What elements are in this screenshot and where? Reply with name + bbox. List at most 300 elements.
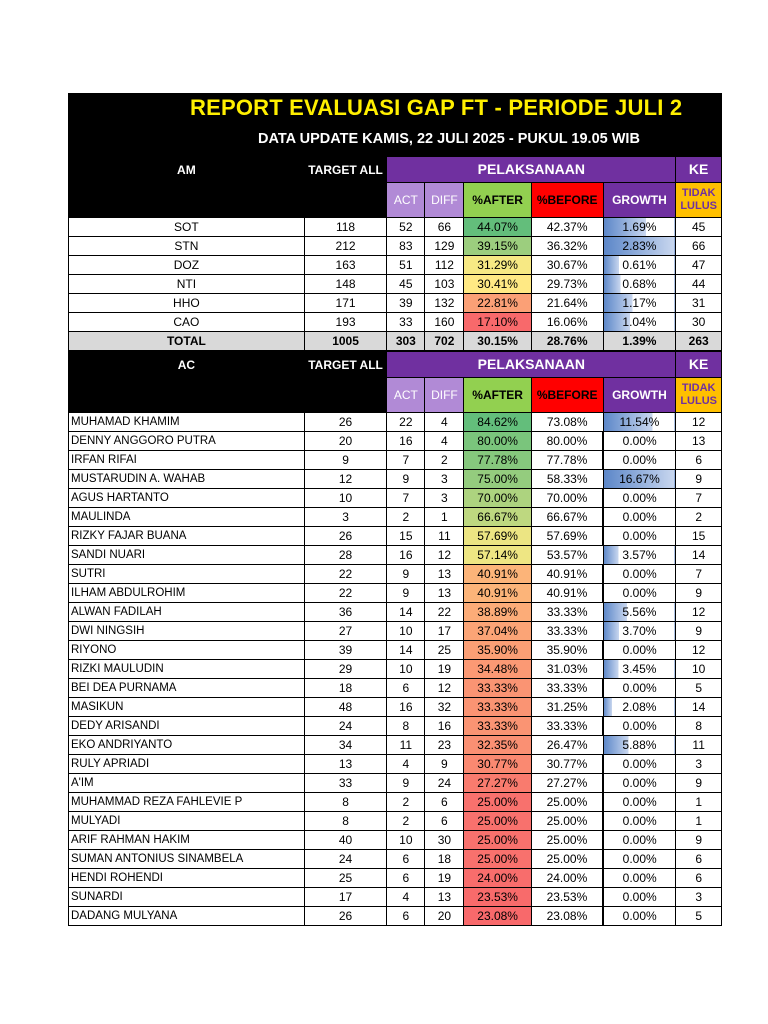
ac-target-cell: 24 [304,850,387,869]
ac-act-cell: 6 [387,679,425,698]
ac-tidak-cell: 14 [676,546,722,565]
ac-target-cell: 22 [304,565,387,584]
am-after-header: %AFTER [464,183,531,218]
ac-growth-cell: 11.54% [603,413,676,432]
ac-target-cell: 3 [304,508,387,527]
am-total-row [69,332,722,351]
ac-target-header: TARGET ALL [304,352,387,413]
ac-diff-cell: 4 [425,413,464,432]
ac-act-cell: 4 [387,755,425,774]
ac-row [69,413,722,432]
ac-target-cell: 10 [304,489,387,508]
report-subtitle: DATA UPDATE KAMIS, 22 JULI 2025 - PUKUL 19.05 WIB [258,131,640,147]
ac-before-cell: 58.33% [531,470,603,489]
ac-act-cell: 10 [387,831,425,850]
ac-target-cell: 8 [304,793,387,812]
ac-diff-cell: 24 [425,774,464,793]
ac-name-cell: RIYONO [69,641,305,660]
am-name-cell: CAO [69,313,305,332]
ac-row [69,717,722,736]
ac-tidak-cell: 7 [676,489,722,508]
ac-tidak-cell: 1 [676,812,722,831]
ac-diff-cell: 30 [425,831,464,850]
ac-after-cell: 66.67% [464,508,531,527]
ac-act-cell: 9 [387,774,425,793]
am-diff-cell: 112 [425,256,464,275]
ac-tidak-cell: 7 [676,565,722,584]
am-target-cell: 212 [304,237,387,256]
ac-name-cell: HENDI ROHENDI [69,869,305,888]
ac-before-cell: 66.67% [531,508,603,527]
ac-target-cell: 34 [304,736,387,755]
ac-after-cell: 23.08% [464,907,531,926]
ac-after-cell: 24.00% [464,869,531,888]
am-total-target-cell: 1005 [304,332,387,351]
ac-tidak-cell: 11 [676,736,722,755]
ac-diff-cell: 6 [425,793,464,812]
ac-act-cell: 10 [387,660,425,679]
am-growth-cell: 1.69% [603,218,676,237]
am-growth-cell: 1.04% [603,313,676,332]
ac-tidak-cell: 3 [676,888,722,907]
ac-before-cell: 25.00% [531,793,603,812]
am-after-cell: 22.81% [464,294,531,313]
ac-act-header: ACT [387,378,425,413]
ac-row [69,641,722,660]
ac-before-cell: 70.00% [531,489,603,508]
ac-diff-cell: 13 [425,584,464,603]
ac-name-cell: EKO ANDRIYANTO [69,736,305,755]
ac-group-header: PELAKSANAAN [387,352,676,378]
ac-diff-cell: 4 [425,432,464,451]
ac-diff-cell: 18 [425,850,464,869]
ac-before-cell: 25.00% [531,831,603,850]
report-title: REPORT EVALUASI GAP FT - PERIODE JULI 2 [190,95,683,120]
ac-row [69,489,722,508]
am-act-cell: 52 [387,218,425,237]
ac-before-cell: 77.78% [531,451,603,470]
ac-after-cell: 25.00% [464,793,531,812]
ac-name-cell: SANDI NUARI [69,546,305,565]
ac-after-cell: 38.89% [464,603,531,622]
ac-tidak-cell: 9 [676,774,722,793]
am-diff-cell: 129 [425,237,464,256]
ac-before-cell: 57.69% [531,527,603,546]
ac-diff-cell: 1 [425,508,464,527]
ac-target-cell: 8 [304,812,387,831]
ac-row [69,660,722,679]
ac-act-cell: 14 [387,641,425,660]
ac-diff-cell: 32 [425,698,464,717]
am-target-header: TARGET ALL [304,157,387,218]
ac-act-cell: 16 [387,698,425,717]
ac-tidak-cell: 14 [676,698,722,717]
ac-name-cell: MUHAMMAD REZA FAHLEVIE P [69,793,305,812]
ac-row [69,546,722,565]
ac-target-cell: 22 [304,584,387,603]
ac-growth-cell: 0.00% [603,888,676,907]
ac-diff-cell: 12 [425,679,464,698]
ac-target-cell: 29 [304,660,387,679]
ac-name-cell: RULY APRIADI [69,755,305,774]
ac-row [69,793,722,812]
ac-diff-cell: 20 [425,907,464,926]
ac-row [69,603,722,622]
ac-act-cell: 15 [387,527,425,546]
ac-before-cell: 33.33% [531,622,603,641]
am-name-cell: HHO [69,294,305,313]
am-diff-header: DIFF [425,183,464,218]
ac-diff-cell: 17 [425,622,464,641]
ac-row [69,755,722,774]
ac-growth-cell: 0.00% [603,831,676,850]
ac-growth-cell: 0.00% [603,850,676,869]
ac-tidak-cell: 6 [676,869,722,888]
ac-act-cell: 7 [387,451,425,470]
ac-growth-cell: 5.88% [603,736,676,755]
ac-row [69,812,722,831]
ac-after-cell: 70.00% [464,489,531,508]
ac-after-cell: 40.91% [464,565,531,584]
ac-growth-cell: 2.08% [603,698,676,717]
am-growth-cell: 0.68% [603,275,676,294]
ac-name-cell: ARIF RAHMAN HAKIM [69,831,305,850]
ac-target-cell: 40 [304,831,387,850]
ac-after-cell: 35.90% [464,641,531,660]
ac-diff-cell: 25 [425,641,464,660]
am-act-cell: 83 [387,237,425,256]
ac-name-cell: SUTRI [69,565,305,584]
am-before-cell: 16.06% [531,313,603,332]
ac-tidak-cell: 6 [676,850,722,869]
ac-table [68,351,722,926]
ac-name-cell: A'IM [69,774,305,793]
ac-row [69,508,722,527]
ac-act-cell: 6 [387,869,425,888]
ac-name-cell: SUMAN ANTONIUS SINAMBELA [69,850,305,869]
am-before-cell: 21.64% [531,294,603,313]
am-act-cell: 39 [387,294,425,313]
am-growth-cell: 0.61% [603,256,676,275]
ac-name-header: AC [69,352,305,413]
ac-before-cell: 26.47% [531,736,603,755]
ac-target-cell: 26 [304,413,387,432]
ac-before-cell: 31.25% [531,698,603,717]
ac-diff-cell: 6 [425,812,464,831]
ac-diff-cell: 22 [425,603,464,622]
ac-target-cell: 33 [304,774,387,793]
ac-row [69,527,722,546]
am-tidak-cell: 47 [676,256,722,275]
ac-before-cell: 23.53% [531,888,603,907]
ac-name-cell: MULYADI [69,812,305,831]
ac-growth-cell: 0.00% [603,565,676,584]
ac-diff-cell: 23 [425,736,464,755]
ac-tidak-cell: 10 [676,660,722,679]
ac-growth-cell: 0.00% [603,793,676,812]
ac-growth-cell: 0.00% [603,641,676,660]
ac-after-cell: 25.00% [464,831,531,850]
am-growth-header: GROWTH [603,183,676,218]
ac-name-cell: DENNY ANGGORO PUTRA [69,432,305,451]
ac-before-cell: 35.90% [531,641,603,660]
ac-name-cell: ILHAM ABDULROHIM [69,584,305,603]
ac-target-cell: 13 [304,755,387,774]
am-act-header: ACT [387,183,425,218]
am-tidak-cell: 66 [676,237,722,256]
am-name-cell: STN [69,237,305,256]
ac-before-cell: 40.91% [531,565,603,584]
ac-before-cell: 53.57% [531,546,603,565]
ac-target-cell: 27 [304,622,387,641]
ac-act-cell: 9 [387,584,425,603]
ac-tidak-cell: 12 [676,641,722,660]
ac-act-cell: 11 [387,736,425,755]
ac-name-cell: MAULINDA [69,508,305,527]
ac-diff-cell: 16 [425,717,464,736]
ac-act-cell: 16 [387,432,425,451]
ac-growth-cell: 0.00% [603,489,676,508]
ac-growth-cell: 0.00% [603,584,676,603]
am-row [69,237,722,256]
ac-row [69,432,722,451]
ac-name-cell: DADANG MULYANA [69,907,305,926]
ac-tidak-cell: 9 [676,470,722,489]
ac-row [69,584,722,603]
ac-after-cell: 25.00% [464,812,531,831]
am-group-header: PELAKSANAAN [387,157,676,183]
ac-row [69,736,722,755]
ac-row [69,622,722,641]
ac-group-header-right: KE [676,352,722,378]
am-growth-cell: 2.83% [603,237,676,256]
ac-tidak-cell: 9 [676,831,722,850]
ac-tidak-header: TIDAK LULUS [676,378,722,413]
ac-growth-cell: 0.00% [603,755,676,774]
ac-name-cell: RIZKY FAJAR BUANA [69,527,305,546]
ac-name-cell: DWI NINGSIH [69,622,305,641]
ac-growth-cell: 0.00% [603,774,676,793]
ac-before-header: %BEFORE [531,378,603,413]
ac-before-cell: 33.33% [531,679,603,698]
ac-growth-cell: 0.00% [603,812,676,831]
ac-name-cell: AGUS HARTANTO [69,489,305,508]
ac-diff-cell: 12 [425,546,464,565]
ac-act-cell: 14 [387,603,425,622]
am-row [69,313,722,332]
ac-tidak-cell: 9 [676,622,722,641]
am-before-cell: 36.32% [531,237,603,256]
ac-after-cell: 33.33% [464,717,531,736]
am-diff-cell: 103 [425,275,464,294]
ac-row [69,907,722,926]
ac-act-cell: 2 [387,508,425,527]
ac-act-cell: 22 [387,413,425,432]
ac-tidak-cell: 5 [676,679,722,698]
ac-growth-cell: 0.00% [603,679,676,698]
am-growth-cell: 1.17% [603,294,676,313]
ac-target-cell: 17 [304,888,387,907]
ac-before-cell: 33.33% [531,717,603,736]
ac-growth-header: GROWTH [603,378,676,413]
ac-growth-cell: 0.00% [603,907,676,926]
ac-growth-cell: 0.00% [603,451,676,470]
am-total-growth-cell: 1.39% [603,332,676,351]
ac-growth-cell: 3.45% [603,660,676,679]
ac-tidak-cell: 6 [676,451,722,470]
ac-target-cell: 26 [304,527,387,546]
ac-row [69,698,722,717]
am-diff-cell: 160 [425,313,464,332]
ac-after-cell: 27.27% [464,774,531,793]
ac-before-cell: 25.00% [531,812,603,831]
ac-tidak-cell: 12 [676,603,722,622]
am-after-cell: 30.41% [464,275,531,294]
am-group-header-right: KE [676,157,722,183]
am-total-diff-cell: 702 [425,332,464,351]
am-target-cell: 118 [304,218,387,237]
ac-growth-cell: 0.00% [603,527,676,546]
ac-after-cell: 57.69% [464,527,531,546]
ac-name-cell: BEI DEA PURNAMA [69,679,305,698]
am-act-cell: 45 [387,275,425,294]
ac-row [69,869,722,888]
ac-target-cell: 48 [304,698,387,717]
ac-growth-cell: 0.00% [603,717,676,736]
ac-tidak-cell: 8 [676,717,722,736]
am-total-before-cell: 28.76% [531,332,603,351]
am-name-cell: NTI [69,275,305,294]
ac-after-cell: 34.48% [464,660,531,679]
ac-act-cell: 9 [387,565,425,584]
am-tidak-header: TIDAK LULUS [676,183,722,218]
ac-target-cell: 18 [304,679,387,698]
ac-diff-cell: 9 [425,755,464,774]
ac-name-cell: ALWAN FADILAH [69,603,305,622]
ac-before-cell: 40.91% [531,584,603,603]
ac-growth-cell: 3.70% [603,622,676,641]
ac-tidak-cell: 3 [676,755,722,774]
report-sheet [68,93,722,926]
am-total-act-cell: 303 [387,332,425,351]
ac-tidak-cell: 12 [676,413,722,432]
ac-act-cell: 4 [387,888,425,907]
ac-before-cell: 24.00% [531,869,603,888]
ac-tidak-cell: 2 [676,508,722,527]
report-banner [68,93,722,156]
am-total-name-cell: TOTAL [69,332,305,351]
am-row [69,294,722,313]
am-total-tidak-cell: 263 [676,332,722,351]
ac-row [69,831,722,850]
am-after-cell: 17.10% [464,313,531,332]
ac-target-cell: 25 [304,869,387,888]
ac-name-cell: MUSTARUDIN A. WAHAB [69,470,305,489]
ac-act-cell: 16 [387,546,425,565]
ac-before-cell: 73.08% [531,413,603,432]
ac-row [69,850,722,869]
am-table-body [69,218,722,351]
ac-diff-header: DIFF [425,378,464,413]
am-target-cell: 171 [304,294,387,313]
am-tidak-cell: 30 [676,313,722,332]
am-diff-cell: 132 [425,294,464,313]
ac-after-cell: 33.33% [464,679,531,698]
ac-table-body [69,413,722,926]
ac-target-cell: 9 [304,451,387,470]
ac-act-cell: 9 [387,470,425,489]
ac-target-cell: 24 [304,717,387,736]
ac-before-cell: 33.33% [531,603,603,622]
am-act-cell: 51 [387,256,425,275]
am-row [69,218,722,237]
ac-row [69,774,722,793]
ac-diff-cell: 13 [425,888,464,907]
ac-target-cell: 39 [304,641,387,660]
ac-name-cell: RIZKI MAULUDIN [69,660,305,679]
ac-name-cell: SUNARDI [69,888,305,907]
ac-before-cell: 80.00% [531,432,603,451]
ac-after-cell: 80.00% [464,432,531,451]
ac-diff-cell: 3 [425,470,464,489]
am-tidak-cell: 44 [676,275,722,294]
ac-diff-cell: 19 [425,660,464,679]
am-target-cell: 193 [304,313,387,332]
am-total-after-cell: 30.15% [464,332,531,351]
ac-after-cell: 84.62% [464,413,531,432]
am-name-cell: DOZ [69,256,305,275]
ac-act-cell: 6 [387,907,425,926]
ac-tidak-cell: 5 [676,907,722,926]
ac-after-cell: 37.04% [464,622,531,641]
ac-after-cell: 77.78% [464,451,531,470]
ac-target-cell: 12 [304,470,387,489]
ac-tidak-cell: 15 [676,527,722,546]
ac-diff-cell: 11 [425,527,464,546]
ac-after-cell: 25.00% [464,850,531,869]
am-after-cell: 31.29% [464,256,531,275]
ac-target-cell: 26 [304,907,387,926]
am-before-cell: 29.73% [531,275,603,294]
am-tidak-cell: 31 [676,294,722,313]
ac-name-cell: IRFAN RIFAI [69,451,305,470]
ac-growth-cell: 5.56% [603,603,676,622]
ac-row [69,565,722,584]
ac-row [69,679,722,698]
ac-tidak-cell: 1 [676,793,722,812]
ac-after-header: %AFTER [464,378,531,413]
ac-target-cell: 20 [304,432,387,451]
ac-act-cell: 10 [387,622,425,641]
ac-before-cell: 31.03% [531,660,603,679]
ac-growth-cell: 0.00% [603,432,676,451]
ac-diff-cell: 19 [425,869,464,888]
ac-tidak-cell: 9 [676,584,722,603]
ac-name-cell: MUHAMAD KHAMIM [69,413,305,432]
am-diff-cell: 66 [425,218,464,237]
ac-after-cell: 75.00% [464,470,531,489]
ac-row [69,470,722,489]
ac-target-cell: 28 [304,546,387,565]
am-before-header: %BEFORE [531,183,603,218]
ac-act-cell: 2 [387,793,425,812]
ac-growth-cell: 3.57% [603,546,676,565]
am-target-cell: 163 [304,256,387,275]
ac-target-cell: 36 [304,603,387,622]
ac-act-cell: 2 [387,812,425,831]
am-name-header: AM [69,157,305,218]
ac-act-cell: 8 [387,717,425,736]
